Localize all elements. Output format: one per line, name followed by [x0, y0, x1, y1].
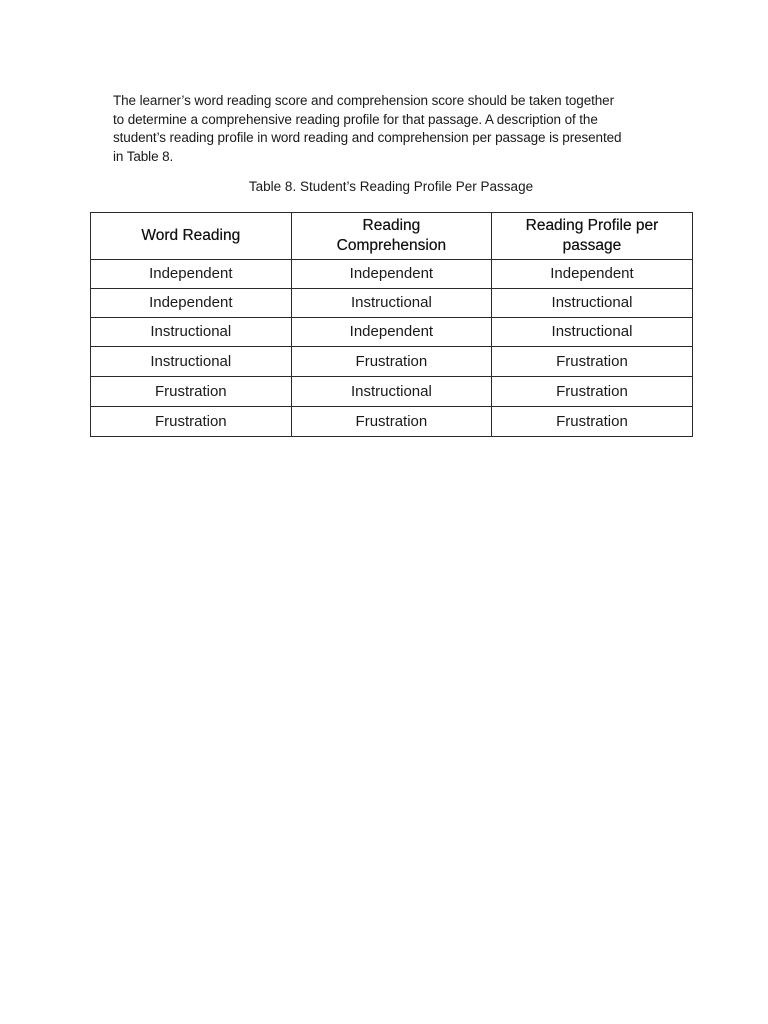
cell-word-reading: Instructional [91, 318, 292, 347]
cell-reading-comprehension: Frustration [291, 407, 492, 437]
table-row [91, 289, 693, 318]
cell-word-reading: Instructional [91, 347, 292, 377]
table-row [91, 318, 693, 347]
cell-reading-comprehension: Instructional [291, 377, 492, 407]
header-reading-comprehension: Reading Comprehension [291, 213, 492, 260]
cell-reading-comprehension: Independent [291, 260, 492, 289]
cell-reading-comprehension: Instructional [291, 289, 492, 318]
cell-word-reading: Frustration [91, 377, 292, 407]
cell-reading-profile: Instructional [492, 289, 693, 318]
cell-reading-profile: Frustration [492, 407, 693, 437]
table-caption: Table 8. Student’s Reading Profile Per Passage [248, 179, 534, 194]
table-row [91, 347, 693, 377]
header-word-reading: Word Reading [91, 213, 292, 260]
cell-reading-profile: Instructional [492, 318, 693, 347]
reading-profile-table [90, 212, 693, 437]
cell-reading-comprehension: Frustration [291, 347, 492, 377]
table-row [91, 377, 693, 407]
intro-paragraph: The learner’s word reading score and comprehension score should be taken together to determine a comprehensive reading profile for that passage. A description of the student’s reading profile in word reading and comprehension per passage is presented in Table 8. [113, 93, 622, 164]
cell-reading-comprehension: Independent [291, 318, 492, 347]
cell-reading-profile: Frustration [492, 377, 693, 407]
cell-word-reading: Independent [91, 260, 292, 289]
table-row [91, 260, 693, 289]
cell-word-reading: Frustration [91, 407, 292, 437]
table-header-row [91, 213, 693, 260]
header-reading-profile: Reading Profile per passage [492, 213, 693, 260]
table-row [91, 407, 693, 437]
cell-word-reading: Independent [91, 289, 292, 318]
cell-reading-profile: Independent [492, 260, 693, 289]
cell-reading-profile: Frustration [492, 347, 693, 377]
